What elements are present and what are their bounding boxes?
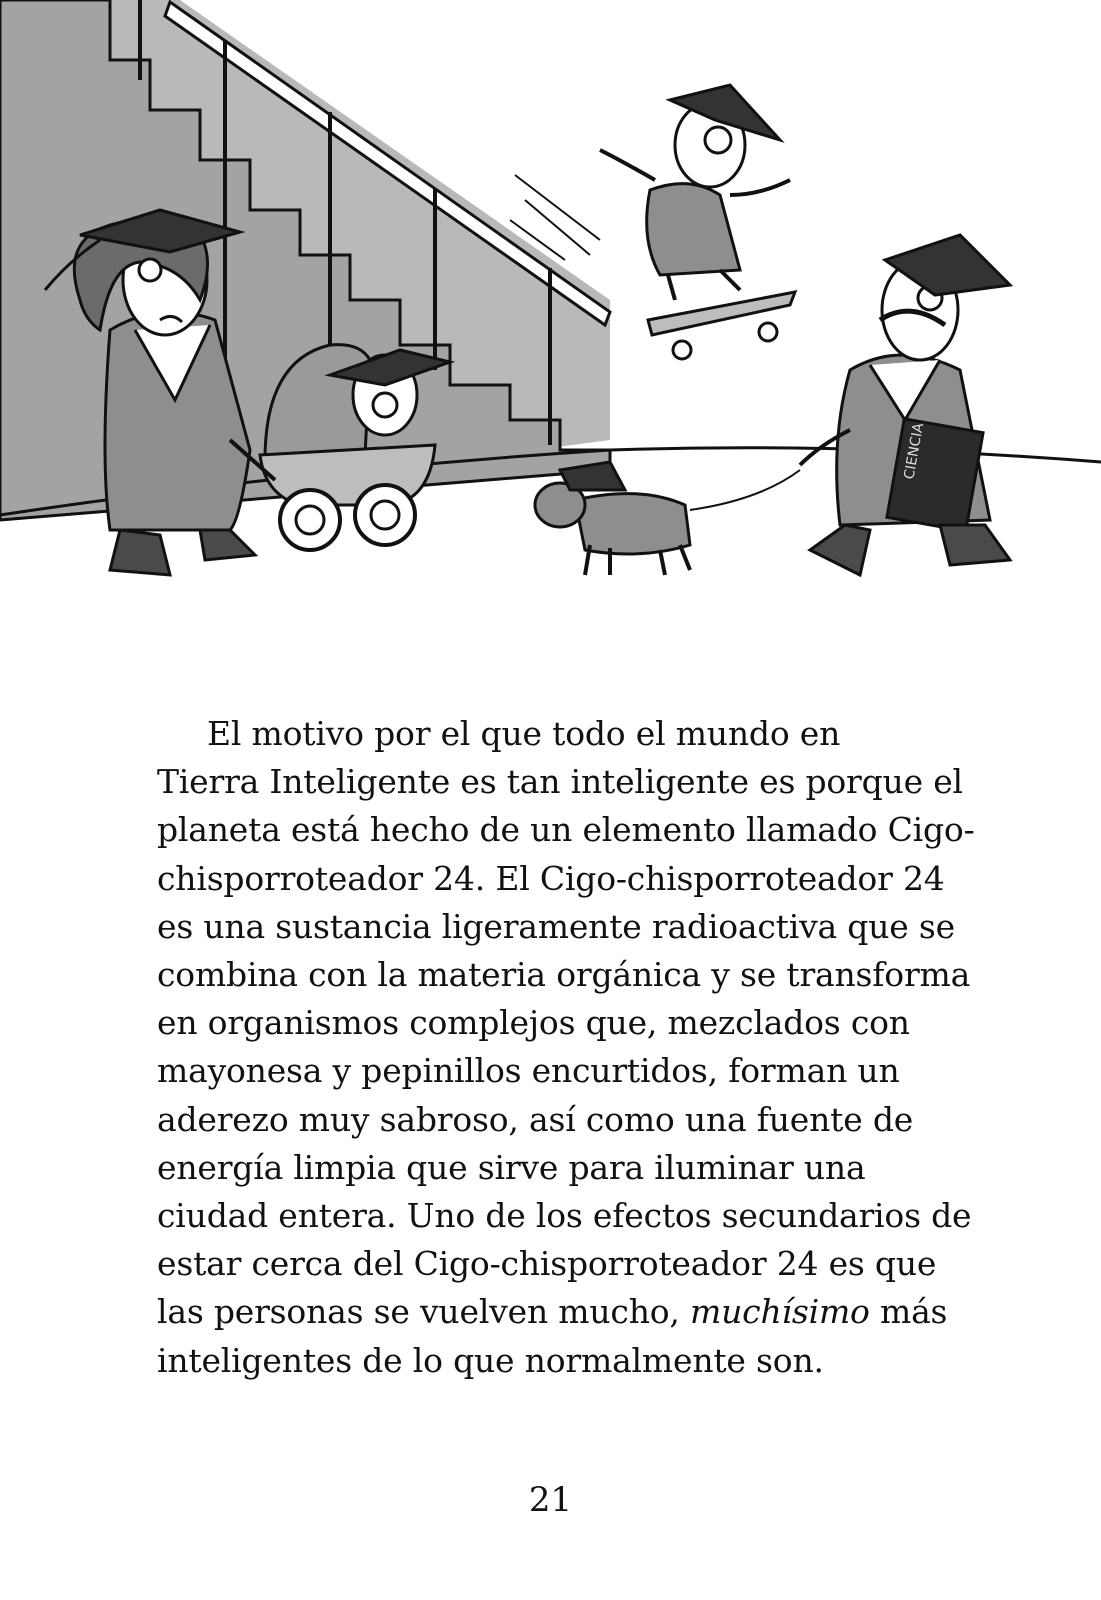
text-line: en organismos complejos que, mezclados con [157, 1003, 910, 1043]
cartoon-illustration [0, 0, 1101, 600]
text-line: energía limpia que sirve para iluminar una [157, 1147, 866, 1187]
dog [535, 462, 800, 575]
text-line: es una sustancia ligeramente radioactiva que se [157, 906, 955, 946]
body-paragraph [157, 710, 975, 1385]
text-line: inteligentes de lo que normalmente son. [157, 1340, 824, 1380]
emphasized-word: muchísimo [690, 1292, 870, 1332]
text-line [157, 1288, 957, 1336]
text-segment: las personas se vuelven mucho, [157, 1292, 691, 1332]
text-line: mayonesa y pepinillos encurtidos, forman un [157, 1051, 900, 1091]
text-line: estar cerca del Cigo-chisporroteador 24 es que [157, 1244, 937, 1284]
text-line: planeta está hecho de un elemento llamado Cigo- [157, 810, 975, 850]
text-line: El motivo por el que todo el mundo en [207, 714, 841, 753]
text-line: aderezo muy sabroso, así como una fuente de [157, 1099, 914, 1139]
page-number: 21 [528, 1480, 573, 1520]
book-cover-text: CIENCIA [901, 421, 928, 481]
text-line: chisporroteador 24. El Cigo-chisporroteador 24 [157, 858, 945, 898]
text-segment: más [869, 1292, 948, 1332]
text-line: combina con la materia orgánica y se transforma [157, 955, 971, 995]
text-line: ciudad entera. Uno de los efectos secundarios de [157, 1196, 972, 1236]
man-figure [800, 235, 1010, 575]
text-line: Tierra Inteligente es tan inteligente es porque el [157, 762, 963, 802]
